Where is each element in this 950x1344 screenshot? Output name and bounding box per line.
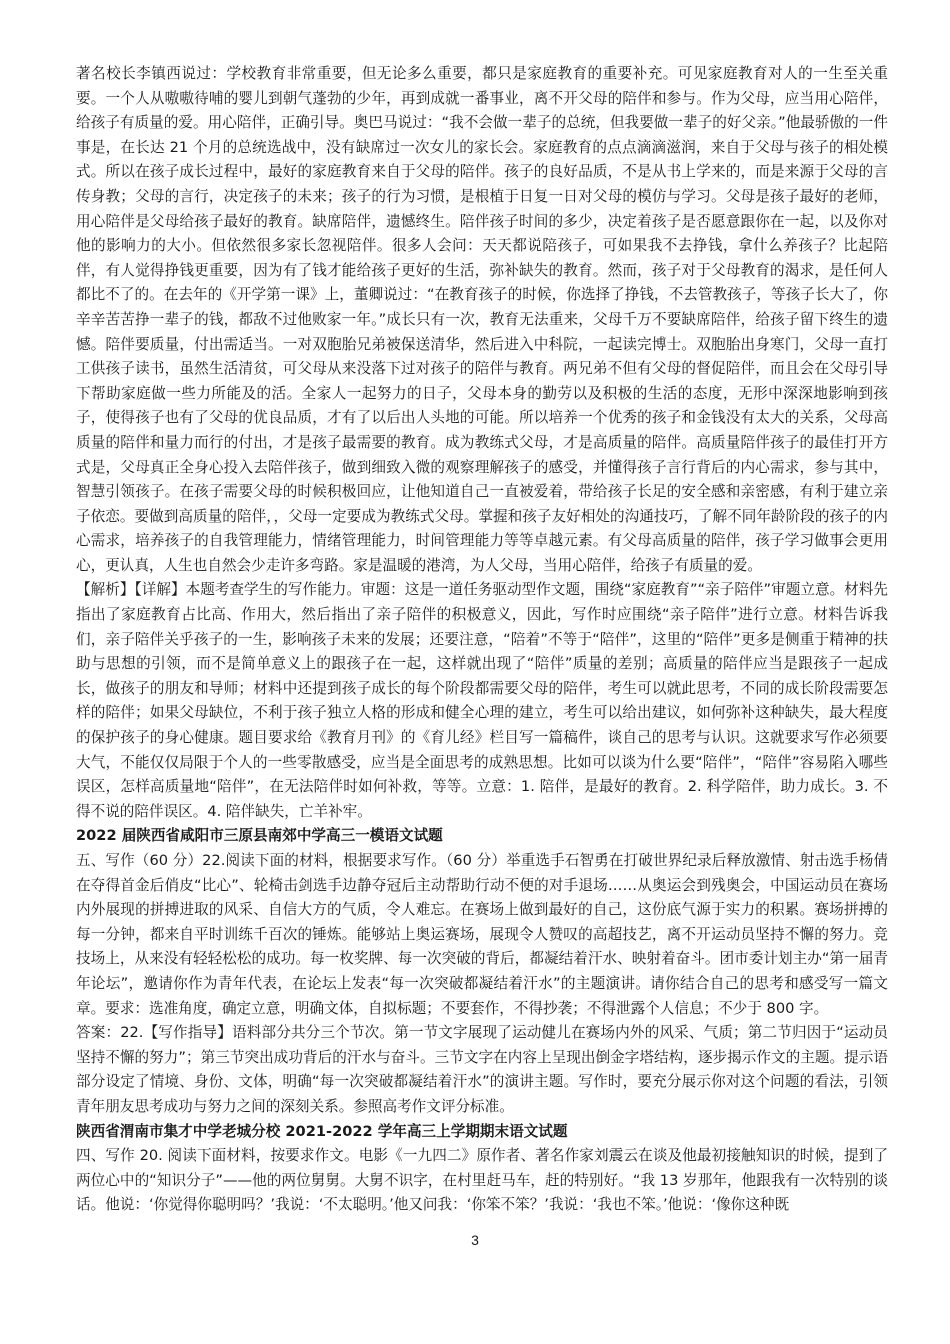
page-number: 3 <box>471 1232 479 1248</box>
writing-prompt-paragraph: 四、写作 20. 阅读下面材料，按要求作文。电影《一九四二》原作者、著名作家刘震云在谈及他最初接触知识的时候，提到了两位心中的“知识分子”——他的两位舅舅。大舅不识字，在村里赶马车，赶的特别好。“我 13 岁那年，他跟我有一次特别的谈话。他说：‘你觉得你聪明吗？’我说：‘不太聪明。’他又问我：‘你笨不笨？’我说：‘我也不笨。’他说：‘像你这种既 <box>76 1147 888 1214</box>
answer-paragraph: 答案：22.【写作指导】语料部分共分三个节次。第一节文字展现了运动健儿在赛场内外的风采、气质；第二节归因于“运动员坚持不懈的努力”；第三节突出成功背后的汗水与奋斗。三节文字在内容上呈现出倒金字塔结构，逐步揭示作文的主题。提示语部分设定了情境、身份、文体，明确“每一次突破都凝结着汗水”的演讲主题。写作时，要充分展示你对这个问题的看法，引领青年朋友思考成功与努力之间的深刻关系。参照高考作文评分标准。 <box>76 1024 888 1115</box>
analysis-paragraph: 【解析】【详解】本题考查学生的写作能力。审题：这是一道任务驱动型作文题，围绕“家庭教育”“亲子陪伴”审题立意。材料先指出了家庭教育占比高、作用大，然后指出了亲子陪伴的积极意义，因此，写作时应围绕“亲子陪伴”进行立意。材料告诉我们，亲子陪伴关乎孩子的一生，影响孩子未来的发展；还要注意，“陪着”不等于“陪伴”，这里的“陪伴”更多是侧重于精神的扶助与思想的引领，而不是简单意义上的跟孩子在一起，这样就出现了“陪伴”质量的差别；高质量的陪伴应当是跟孩子一起成长，做孩子的朋友和导师；材料中还提到孩子成长的每个阶段都需要父母的陪伴，考生可以就此思考，不同的成长阶段需要怎样的陪伴；如果父母缺位，不利于孩子独立人格的形成和健全心理的建立，考生可以给出建议，如何弥补这种缺失，最大程度的保护孩子的身心健康。题目要求给《教育月刊》的《育儿经》栏目写一篇稿件，谈自己的思考与认识。这就要求写作必须要大气，不能仅仅局限于个人的一些零散感受，应当是全面思考的成熟思想。比如可以谈为什么要“陪伴”，“陪伴”容易陷入哪些误区，怎样高质量地“陪伴”，在无法陪伴时如何补救，等等。立意：1. 陪伴，是最好的教育。2. 科学陪伴，助力成长。3. 不得不说的陪伴误区。4. 陪伴缺失，亡羊补牢。 <box>76 581 888 820</box>
exam-source-heading: 陕西省渭南市集才中学老城分校 2021-2022 学年高三上学期期末语文试题 <box>76 1122 568 1140</box>
essay-paragraph: 著名校长李镇西说过：学校教育非常重要，但无论多么重要，都只是家庭教育的重要补充。可见家庭教育对人的一生至关重要。一个人从嗷嗷待哺的婴儿到朝气蓬勃的少年，再到成就一番事业，离不开父母的陪伴和参与。作为父母，应当用心陪伴，给孩子有质量的爱。用心陪伴，正确引导。奥巴马说过：“我不会做一辈子的总统，但我要做一辈子的好父亲。”他最骄傲的一件事是，在长达 21 个月的总统选战中，没有缺席过一次女儿的家长会。家庭教育的点点滴滴滋润，来自于父母与孩子的相处模式。所以在孩子成长过程中，最好的家庭教育来自于父母的陪伴。孩子的良好品质，不是从书上学来的，而是来源于父母的言传身教；父母的言行，决定孩子的未来；孩子的行为习惯，是根植于日复一日对父母的模仿与学习。父母是孩子最好的老师，用心陪伴是父母给孩子最好的教育。缺席陪伴，遗憾终生。陪伴孩子时间的多少，决定着孩子是否愿意跟你在一起，以及你对他的影响力的大小。但依然很多家长忽视陪伴。很多人会问：天天都说陪孩子，可如果我不去挣钱，拿什么养孩子？比起陪伴，有人觉得挣钱更重要，因为有了钱才能给孩子更好的生活，弥补缺失的教育。然而，孩子对于父母教育的渴求，是任何人都比不了的。在去年的《开学第一课》上，董卿说过：“在教育孩子的时候，你选择了挣钱，不去管教孩子，等孩子长大了，你辛辛苦苦挣一辈子的钱，都敌不过他败家一年。”成长只有一次，教育无法重来，父母千万不要缺席陪伴，给孩子留下终生的遗憾。陪伴要质量，付出需适当。一对双胞胎兄弟被保送清华，然后进入中科院，一起读完博士。双胞胎出身寒门，父母一直打工供孩子读书，虽然生活清贫，可父母从来没落下过对孩子的陪伴与教育。两兄弟不但有父母的督促陪伴，而且会在父母引导下帮助家庭做一些力所能及的活。全家人一起努力的日子，父母本身的勤劳以及积极的生活的态度，无形中深深地影响到孩子，使得孩子也有了父母的优良品质，才有了以后出人头地的可能。所以培养一个优秀的孩子和金钱没有太大的关系，父母高质量的陪伴和量力而行的付出，才是孩子最需要的教育。成为教练式父母，才是高质量的陪伴。高质量陪伴孩子的最佳打开方式是，父母真正全身心投入去陪伴孩子，做到细致入微的观察理解孩子的感受，并懂得孩子言行背后的内心需求，参与其中，智慧引领孩子。在孩子需要父母的时候积极回应，让他知道自己一直被爱着，带给孩子长足的安全感和亲密感，有利于建立亲子依恋。要做到高质量的陪伴，，父母一定要成为教练式父母。掌握和孩子友好相处的沟通技巧，了解不同年龄阶段的孩子的内心需求，培养孩子的自我管理能力，情绪管理能力，时间管理能力等等卓越元素。有父母高质量的陪伴，孩子学习做事会更用心，更认真，人生也自然会少走许多弯路。家是温暖的港湾，为人父母，当用心陪伴，给孩子有质量的爱。 <box>76 65 888 574</box>
document-body <box>76 62 888 1218</box>
writing-prompt-paragraph: 五、写作（60 分）22.阅读下面的材料，根据要求写作。（60 分）举重选手石智勇在打破世界纪录后释放激情、射击选手杨倩在夺得首金后俏皮“比心”、轮椅击剑选手边静夺冠后主动帮助行动不便的对手退场……从奥运会到残奥会，中国运动员在赛场内外展现的拼搏进取的风采、自信大方的气质，令人难忘。在赛场上做到最好的自己，这份底气源于实力的积累。赛场拼搏的每一分钟，都来自平时训练千百次的锤炼。能够站上奥运赛场，展现令人赞叹的高超技艺，离不开运动员坚持不懈的努力。竞技场上，从来没有轻轻松松的成功。每一枚奖牌、每一次突破的背后，都凝结着汗水、映射着奋斗。团市委计划主办“第一届青年论坛”，邀请你作为青年代表，在论坛上发表“每一次突破都凝结着汗水”的主题演讲。请你结合自己的思考和感受写一篇文章。要求：选准角度，确定立意，明确文体，自拟标题；不要套作，不得抄袭；不得泄露个人信息；不少于 800 字。 <box>76 852 888 1017</box>
exam-source-heading: 2022 届陕西省咸阳市三原县南郊中学高三一模语文试题 <box>76 827 443 845</box>
